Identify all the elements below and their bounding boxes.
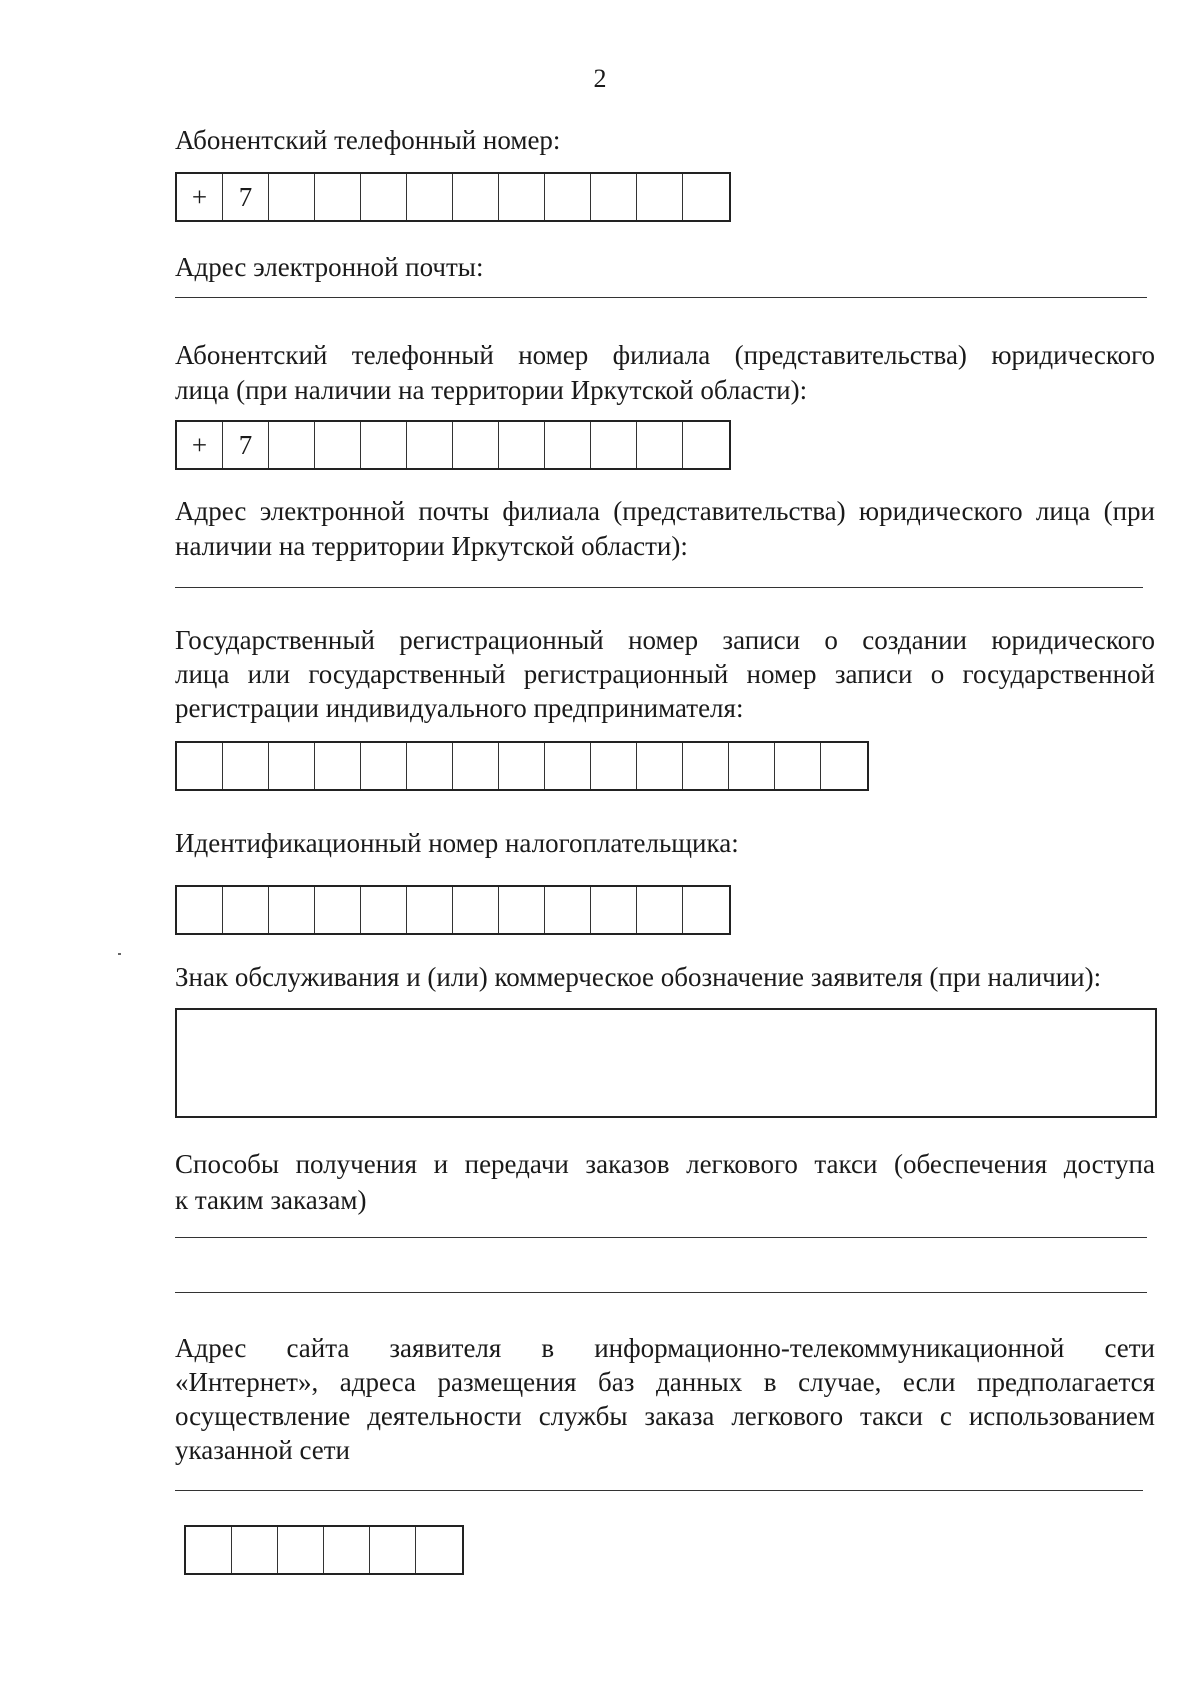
digit-cell[interactable]: + <box>177 422 223 468</box>
order-methods-label-line2: к таким заказам) <box>175 1185 367 1215</box>
ogrn-label-line2: лица или государственный регистрационный номер записи о государственной <box>175 659 1155 689</box>
branch-email-label-line1: Адрес электронной почты филиала (представительства) юридического лица (при <box>175 496 1155 526</box>
digit-cell[interactable]: 7 <box>223 422 269 468</box>
digit-cell[interactable] <box>453 174 499 220</box>
bottom-code-cells[interactable] <box>184 1525 464 1575</box>
digit-cell[interactable] <box>729 743 775 789</box>
digit-cell[interactable] <box>775 743 821 789</box>
ogrn-label-line3: регистрации индивидуального предпринимателя: <box>175 693 744 723</box>
digit-cell[interactable] <box>499 743 545 789</box>
digit-cell[interactable] <box>269 743 315 789</box>
order-methods-label-line1: Способы получения и передачи заказов легкового такси (обеспечения доступа <box>175 1149 1155 1179</box>
service-mark-box[interactable] <box>175 1008 1157 1118</box>
digit-cell[interactable] <box>591 422 637 468</box>
branch-phone-label-line1: Абонентский телефонный номер филиала (представительства) юридического <box>175 340 1155 370</box>
digit-cell[interactable] <box>370 1527 416 1573</box>
digit-cell[interactable] <box>637 422 683 468</box>
digit-cell[interactable] <box>545 743 591 789</box>
digit-cell[interactable] <box>637 174 683 220</box>
digit-cell[interactable] <box>545 422 591 468</box>
digit-cell[interactable] <box>232 1527 278 1573</box>
digit-cell[interactable] <box>177 887 223 933</box>
branch-email-label-line2: наличии на территории Иркутской области): <box>175 531 688 561</box>
digit-cell[interactable] <box>361 422 407 468</box>
digit-cell[interactable] <box>324 1527 370 1573</box>
digit-cell[interactable] <box>591 743 637 789</box>
email-label: Адрес электронной почты: <box>175 252 484 282</box>
branch-phone-cells[interactable] <box>175 420 731 470</box>
order-methods-line-1[interactable] <box>175 1237 1147 1238</box>
digit-cell[interactable] <box>637 887 683 933</box>
digit-cell[interactable] <box>499 422 545 468</box>
branch-email-line[interactable] <box>175 587 1143 588</box>
phone-cells[interactable] <box>175 172 731 222</box>
digit-cell[interactable] <box>407 422 453 468</box>
digit-cell[interactable] <box>453 887 499 933</box>
website-label-line2: «Интернет», адреса размещения баз данных в случае, если предполагается <box>175 1367 1155 1397</box>
digit-cell[interactable] <box>278 1527 324 1573</box>
digit-cell[interactable] <box>315 174 361 220</box>
digit-cell[interactable] <box>315 422 361 468</box>
digit-cell[interactable] <box>683 743 729 789</box>
digit-cell[interactable] <box>407 743 453 789</box>
digit-cell[interactable] <box>499 887 545 933</box>
digit-cell[interactable] <box>591 887 637 933</box>
phone-label: Абонентский телефонный номер: <box>175 125 561 155</box>
inn-label: Идентификационный номер налогоплательщика: <box>175 828 739 858</box>
digit-cell[interactable] <box>821 743 867 789</box>
website-label-line3: осуществление деятельности службы заказа легкового такси с использованием <box>175 1401 1155 1431</box>
ogrn-label-line1: Государственный регистрационный номер записи о создании юридического <box>175 625 1155 655</box>
digit-cell[interactable] <box>186 1527 232 1573</box>
digit-cell[interactable] <box>407 174 453 220</box>
digit-cell[interactable] <box>269 887 315 933</box>
digit-cell[interactable]: 7 <box>223 174 269 220</box>
digit-cell[interactable] <box>223 887 269 933</box>
digit-cell[interactable] <box>683 422 729 468</box>
digit-cell[interactable] <box>269 422 315 468</box>
service-mark-label: Знак обслуживания и (или) коммерческое обозначение заявителя (при наличии): <box>175 962 1102 992</box>
digit-cell[interactable] <box>683 174 729 220</box>
digit-cell[interactable] <box>416 1527 462 1573</box>
website-line[interactable] <box>175 1490 1143 1491</box>
page-number: 2 <box>593 64 607 93</box>
order-methods-line-2[interactable] <box>175 1292 1147 1293</box>
website-label-line1: Адрес сайта заявителя в информационно-телекоммуникационной сети <box>175 1333 1155 1363</box>
digit-cell[interactable] <box>315 887 361 933</box>
digit-cell[interactable] <box>453 743 499 789</box>
branch-phone-label-line2: лица (при наличии на территории Иркутской области): <box>175 375 808 405</box>
digit-cell[interactable] <box>637 743 683 789</box>
digit-cell[interactable] <box>361 743 407 789</box>
email-line[interactable] <box>175 297 1147 298</box>
digit-cell[interactable] <box>223 743 269 789</box>
digit-cell[interactable] <box>315 743 361 789</box>
website-label-line4: указанной сети <box>175 1435 350 1465</box>
inn-cells[interactable] <box>175 885 731 935</box>
digit-cell[interactable] <box>545 174 591 220</box>
digit-cell[interactable] <box>407 887 453 933</box>
digit-cell[interactable] <box>499 174 545 220</box>
scan-speck <box>118 953 121 955</box>
digit-cell[interactable] <box>177 743 223 789</box>
digit-cell[interactable]: + <box>177 174 223 220</box>
digit-cell[interactable] <box>545 887 591 933</box>
digit-cell[interactable] <box>361 887 407 933</box>
digit-cell[interactable] <box>269 174 315 220</box>
digit-cell[interactable] <box>453 422 499 468</box>
digit-cell[interactable] <box>361 174 407 220</box>
ogrn-cells[interactable] <box>175 741 869 791</box>
digit-cell[interactable] <box>683 887 729 933</box>
digit-cell[interactable] <box>591 174 637 220</box>
